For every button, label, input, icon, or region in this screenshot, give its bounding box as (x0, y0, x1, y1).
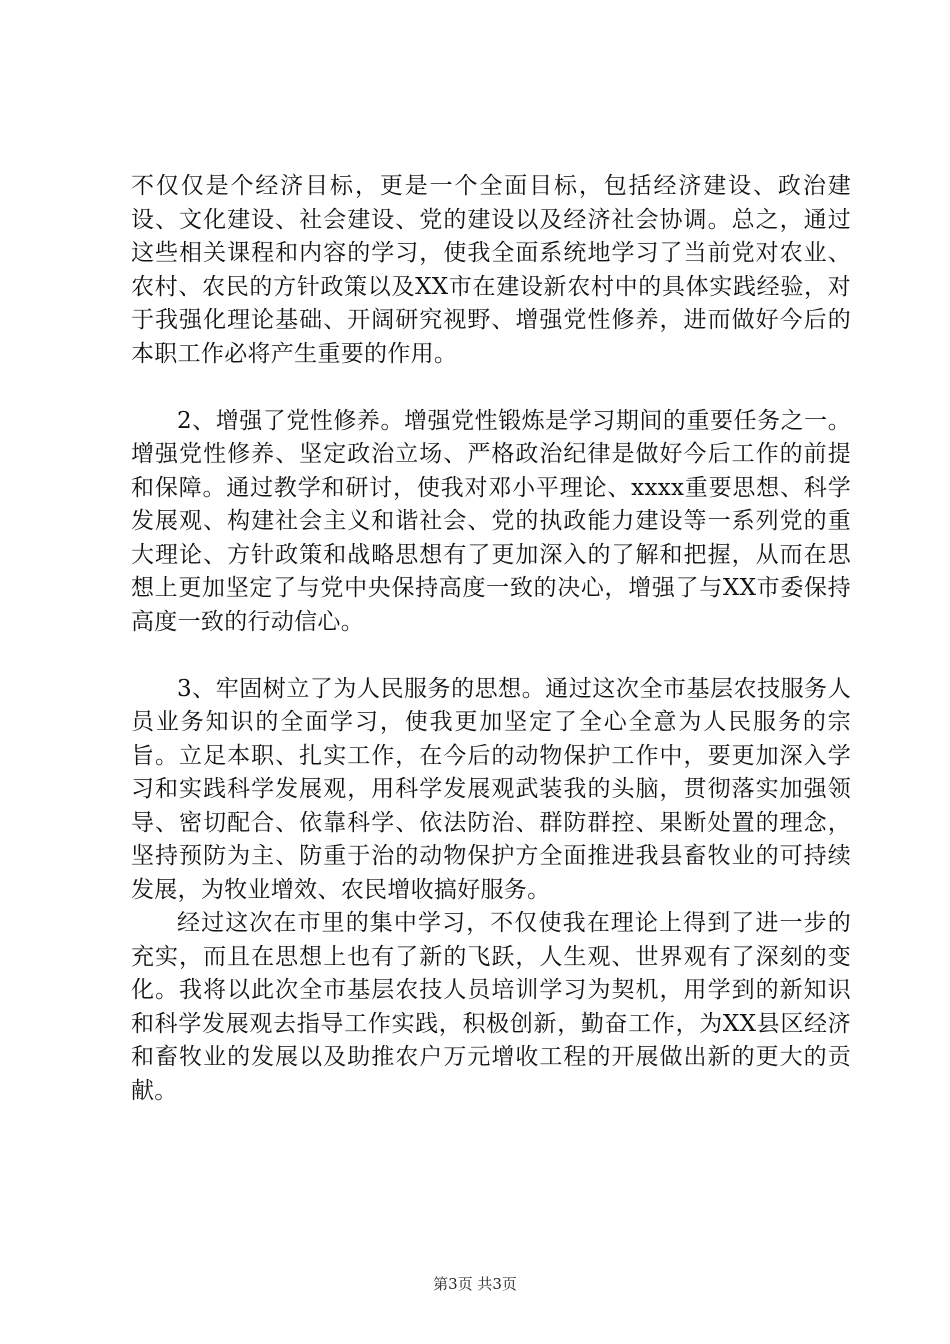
paragraph-serve-the-people: 3、牢固树立了为人民服务的思想。通过这次全市基层农技服务人员业务知识的全面学习，使我更加坚定了全心全意为人民服务的宗旨。立足本职、扎实工作，在今后的动物保护工作中，要更加深入学习和实践科学发展观，用科学发展观武装我的头脑，贯彻落实加强领导、密切配合、依靠科学、依法防治、群防群控、果断处置的理念，坚持预防为主、防重于治的动物保护方全面推进我县畜牧业的可持续发展，为牧业增效、农民增收搞好服务。 (131, 675, 851, 903)
paragraph-continuation: 不仅仅是个经济目标，更是一个全面目标，包括经济建设、政治建设、文化建设、社会建设、党的建设以及经济社会协调。总之，通过这些相关课程和内容的学习，使我全面系统地学习了当前党对农业、农村、农民的方针政策以及XX市在建设新农村中的具体实践经验，对于我强化理论基础、开阔研究视野、增强党性修养，进而做好今后的本职工作必将产生重要的作用。 (131, 173, 851, 367)
paragraph-party-spirit: 2、增强了党性修养。增强党性锻炼是学习期间的重要任务之一。增强党性修养、坚定政治立场、严格政治纪律是做好今后工作的前提和保障。通过教学和研讨，使我对邓小平理论、xxxx重要思想、科学发展观、构建社会主义和谐社会、党的执政能力建设等一系列党的重大理论、方针政策和战略思想有了更加深入的了解和把握，从而在思想上更加坚定了与党中央保持高度一致的决心，增强了与XX市委保持高度一致的行动信心。 (131, 407, 851, 635)
page-number-footer: 第3页 共3页 (433, 1275, 517, 1293)
paragraph-conclusion: 经过这次在市里的集中学习，不仅使我在理论上得到了进一步的充实，而且在思想上也有了新的飞跃，人生观、世界观有了深刻的变化。我将以此次全市基层农技人员培训学习为契机，用学到的新知识和科学发展观去指导工作实践，积极创新，勤奋工作，为XX县区经济和畜牧业的发展以及助推农户万元增收工程的开展做出新的更大的贡献。 (131, 910, 851, 1104)
document-body (131, 170, 851, 1108)
